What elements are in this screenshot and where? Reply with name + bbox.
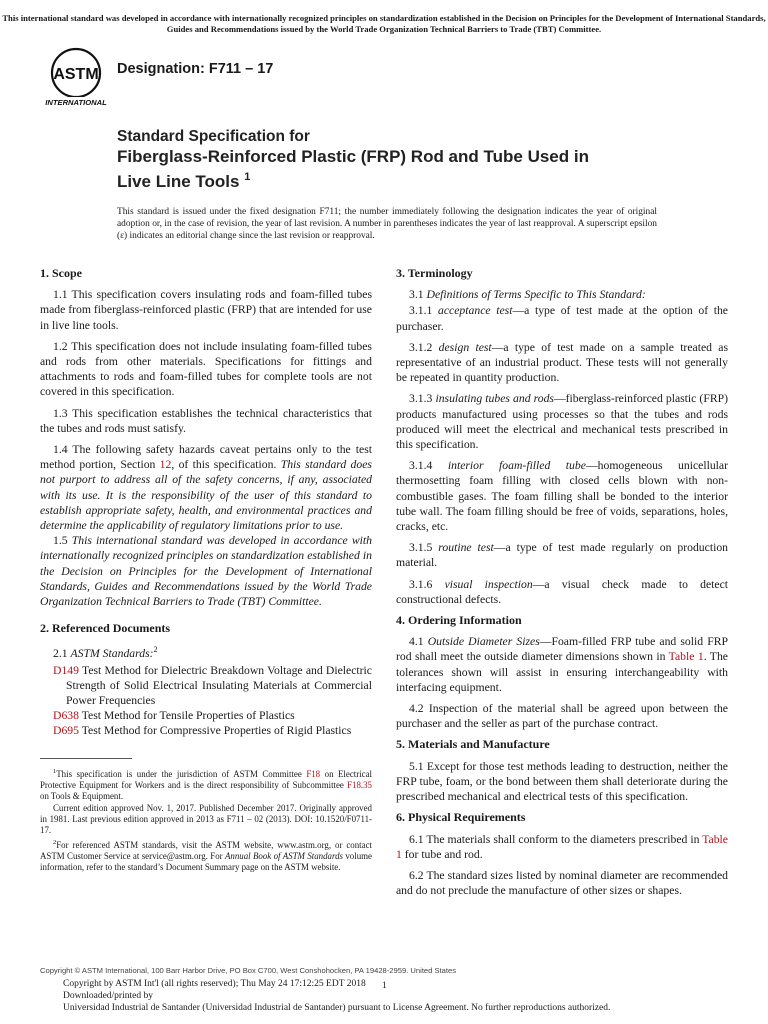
reference-d638: D638 Test Method for Tensile Properties of Plastics — [53, 709, 295, 723]
reference-code-link[interactable]: D149 — [53, 663, 79, 677]
right-column — [396, 266, 728, 904]
paragraph-5-1: 5.1 Except for those test methods leading to destruction, neither the FRP tube, foam, or the bond between them shall deteriorate during the prescribed mechanical and electrical tests of this specification. — [396, 759, 728, 804]
left-column — [40, 266, 372, 874]
definition-3-1-5: 3.1.5 routine test—a type of test made regularly on production material. — [396, 541, 729, 570]
logo-text: ASTM — [53, 66, 99, 83]
footnote-2: $^2$For referenced ASTM standards, visit the ASTM website, www.astm.org, or contact ASTM Customer Service at service@astm.org. For Annual Book of ASTM Standards volume information, refer to the standard’s Document Summary page on the ASTM website. — [40, 839, 372, 873]
page-number: 1 — [382, 981, 387, 991]
paragraph-3-1: 3.1 Definitions of Terms Specific to This Standard: — [409, 288, 646, 302]
footnote-1: $^1$This specification is under the jurisdiction of ASTM Committee F18 on Electrical Protective Equipment for Workers and is the direct responsibility of Subcommittee F18.35 on Tools & Equipment. — [40, 767, 373, 801]
top-note: This international standard was developed in accordance with internationally recognized principles on standardization established in the Decision on Principles for the Development of International Standards, Guides and Recommendations issued by the World Trade Organization Technical Barriers to Trade (TBT) Committee. — [2, 13, 766, 34]
subcommittee-link[interactable]: F18.35 — [347, 779, 372, 790]
reference-code-link[interactable]: D695 — [53, 724, 79, 738]
paragraph-1-5: 1.5 This international standard was developed in accordance with internationally recognized principles on standardization established in the Decision on Principles for the Development of International Standards, Guides and Recommendations issued by the World Trade Organization Technical Barriers to Trade (TBT) Committee. — [40, 534, 373, 609]
reference-d149: D149 Test Method for Dielectric Breakdown Voltage and Dielectric Strength of Solid Electrical Insulating Materials at Commercial Power Frequencies — [53, 663, 372, 707]
title-line-3: Live Line Tools $^1$ — [117, 171, 251, 191]
license-line-2: Downloaded/printed by — [63, 990, 153, 1001]
paragraph-2-1: 2.1 ASTM Standards:$^2$ — [53, 645, 158, 661]
section-heading-ordering-information: 4. Ordering Information — [396, 613, 522, 628]
license-line-3: Universidad Industrial de Santander (Universidad Industrial de Santander) pursuant to License Agreement. No further reproductions authorized. — [63, 1002, 611, 1013]
definition-3-1-3: 3.1.3 insulating tubes and rods—fiberglass-reinforced plastic (FRP) products manufactured using processes so that the tubes and rods produced will meet the electrical and mechanical tests prescribed in this specification. — [396, 392, 729, 452]
definition-3-1-1: 3.1.1 acceptance test—a type of test made at the option of the purchaser. — [396, 304, 728, 333]
document-title — [117, 127, 677, 192]
title-line-1: Standard Specification for — [117, 128, 310, 145]
copyright-footer: Copyright © ASTM International, 100 Barr Harbor Drive, PO Box C700, West Conshohocken, PA 19428-2959. United States — [40, 966, 457, 975]
section-heading-scope: 1. Scope — [40, 266, 82, 280]
reference-code-link[interactable]: D638 — [53, 709, 79, 723]
intro-note: This standard is issued under the fixed designation F711; the number immediately following the designation indicates the year of original adoption or, in the case of revision, the year of last revision. A number in parentheses indicates the year of last reapproval. A superscript epsilon (ε) indicates an editorial change since the last revision or reapproval. — [117, 207, 657, 242]
paragraph-1-3: 1.3 This specification establishes the technical characteristics that the tubes and rods must satisfy. — [40, 406, 372, 435]
paragraph-1-1: 1.1 This specification covers insulating rods and foam-filled tubes made from fiberglass-reinforced plastic (FRP) that are intended for use in live line tools. — [40, 288, 372, 332]
footnote-divider — [40, 758, 132, 759]
section-heading-materials: 5. Materials and Manufacture — [396, 737, 550, 752]
title-footnote-mark: 1 — [244, 171, 251, 183]
section-12-link[interactable]: 12 — [159, 458, 172, 472]
logo-subtext: INTERNATIONAL — [45, 98, 107, 107]
definition-3-1-2: 3.1.2 design test—a type of test made on a sample treated as representative of an industrial product. These tests will not generally be repeated in quantity production. — [396, 340, 728, 385]
paragraph-6-2: 6.2 The standard sizes listed by nominal diameter are recommended and do not preclude the manufacture of other sizes or shapes. — [396, 868, 728, 898]
paragraph-1-2: 1.2 This specification does not include insulating foam-filled tubes and rods from other materials. Specifications for fittings and attachments to rods and foam-filled tubes for complete tools are not covered in this specification. — [40, 339, 372, 399]
table-1-link[interactable]: Table 1 — [668, 650, 704, 664]
designation: Designation: F711 – 17 — [117, 61, 274, 77]
astm-logo — [40, 46, 112, 108]
section-heading-referenced-documents: 2. Referenced Documents — [40, 621, 171, 636]
license-line-1: Copyright by ASTM Int'l (all rights reserved); Thu May 24 17:12:25 EDT 2018 — [63, 979, 366, 989]
paragraph-1-4: 1.4 The following safety hazards caveat pertains only to the test method portion, Section 12, of this specification. This standard does not purport to address all of the safety concerns, if any, associated with its use. It is the responsibility of the user of this standard to establish appropriate safety, health, and environmental practices and determine the applicability of regulatory limitations prior to use. — [40, 443, 372, 533]
paragraph-6-1: 6.1 The materials shall conform to the diameters prescribed in Table 1 for tube and rod. — [396, 832, 728, 861]
title-line-2: Fiberglass-Reinforced Plastic (FRP) Rod and Tube Used in — [117, 147, 589, 166]
reference-d695: D695 Test Method for Compressive Properties of Rigid Plastics — [53, 724, 352, 738]
footnote-1-edition: Current edition approved Nov. 1, 2017. Published December 2017. Originally approved in 1981. Last previous edition approved in 2013 as F711 – 02 (2013). DOI: 10.1520/F0711-17. — [40, 802, 372, 836]
paragraph-4-1: 4.1 Outside Diameter Sizes—Foam-filled FRP tube and solid FRP rod shall meet the outside diameter dimensions shown in Table 1. The tolerances shown will assist in ensuring interchangeability with interfacing equipment. — [396, 635, 728, 694]
table-1-link[interactable]: Table 1 — [396, 832, 728, 861]
section-heading-physical-requirements: 6. Physical Requirements — [396, 810, 526, 825]
paragraph-4-2: 4.2 Inspection of the material shall be agreed upon between the purchaser and the seller as part of the purchase contract. — [396, 702, 728, 731]
committee-f18-link[interactable]: F18 — [306, 768, 321, 779]
section-heading-terminology: 3. Terminology — [396, 266, 473, 280]
definition-3-1-6: 3.1.6 visual inspection—a visual check made to detect constructional defects. — [396, 577, 728, 606]
definition-3-1-4: 3.1.4 interior foam-filled tube—homogeneous unicellular thermosetting foam filling with closed cells blown with non-combustible gases. The foam filling shall be bonded to the interior tube wall. The foam filling should be free of voids, separations, holes, cracks, etc. — [396, 459, 728, 534]
